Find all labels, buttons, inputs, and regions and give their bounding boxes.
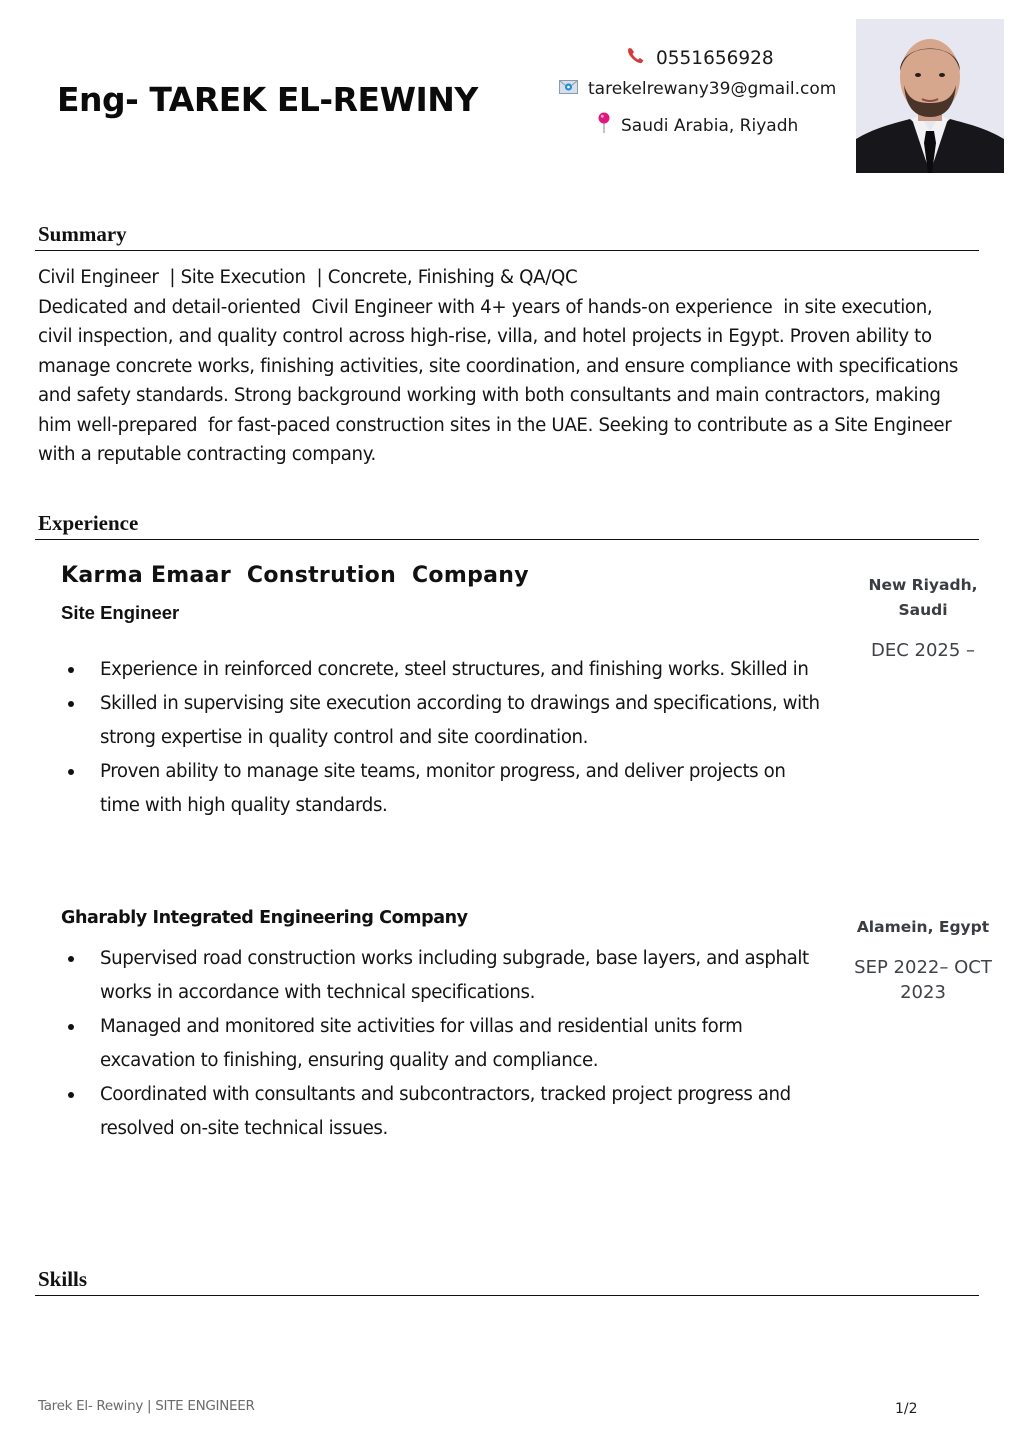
bullet-icon xyxy=(68,667,74,673)
job-dates: SEP 2022– OCT 2023 xyxy=(854,957,992,1003)
job-meta xyxy=(853,915,993,1005)
job-bullets xyxy=(60,942,820,1146)
email-address[interactable]: tarekelrewany39@gmail.com xyxy=(588,79,837,99)
job-location: Alamein, Egypt xyxy=(856,918,990,936)
bullet-text: Managed and monitored site activities for villas and residential units form excavation to finishing, ensuring quality and compliance. xyxy=(100,1016,743,1071)
section-divider xyxy=(35,1295,979,1296)
profile-photo xyxy=(856,19,1004,173)
bullet-icon xyxy=(68,1024,74,1030)
section-title-summary: Summary xyxy=(38,222,127,246)
envelope-icon xyxy=(559,79,578,99)
contact-phone xyxy=(626,46,774,71)
bullet-item xyxy=(60,755,820,823)
phone-icon xyxy=(626,46,646,71)
bullet-icon xyxy=(68,956,74,962)
map-pin-icon xyxy=(597,112,611,139)
section-title-skills: Skills xyxy=(38,1267,88,1291)
bullet-text: Experience in reinforced concrete, steel structures, and finishing works. Skilled in xyxy=(100,659,809,680)
job-bullets xyxy=(60,653,820,823)
bullet-icon xyxy=(68,701,74,707)
job-dates: DEC 2025 – xyxy=(870,640,976,661)
candidate-name: Eng- TAREK EL-REWINY xyxy=(57,80,478,119)
bullet-text: Supervised road construction works including subgrade, base layers, and asphalt works in accordance with technical specifications. xyxy=(100,948,809,1003)
section-divider xyxy=(35,250,979,251)
bullet-item xyxy=(60,1078,820,1146)
bullet-text: Proven ability to manage site teams, monitor progress, and deliver projects on time with high quality standards. xyxy=(100,761,786,816)
bullet-item xyxy=(60,1010,820,1078)
section-divider xyxy=(35,539,979,540)
section-title-experience: Experience xyxy=(38,511,139,535)
summary-tagline: Civil Engineer | Site Execution | Concrete, Finishing & QA/QC xyxy=(38,267,578,288)
bullet-icon xyxy=(68,769,74,775)
job-location: New Riyadh, Saudi xyxy=(868,576,978,619)
job-company: Karma Emaar Constrution Company xyxy=(61,563,529,588)
contact-location xyxy=(597,112,798,139)
job-company: Gharably Integrated Engineering Company xyxy=(61,908,468,928)
phone-number[interactable]: 0551656928 xyxy=(656,48,774,69)
summary-body: Dedicated and detail-oriented Civil Engineer with 4+ years of hands-on experience in site execution, civil inspection, and quality control across high-rise, villa, and hotel projects in Egypt. Proven ability to manage concrete works, finishing activities, site coordination, and ensure compliance with specifications and safety standards. Strong background working with both consultants and main contractors, making him well-prepared for fast-paced construction sites in the UAE. Seeking to contribute as a Site Engineer with a reputable contracting company. xyxy=(38,296,964,465)
summary-block xyxy=(38,263,968,470)
bullet-text: Coordinated with consultants and subcontractors, tracked project progress and resolved on-site technical issues. xyxy=(100,1084,791,1139)
bullet-icon xyxy=(68,1092,74,1098)
bullet-text: Skilled in supervising site execution according to drawings and specifications, with strong expertise in quality control and site coordination. xyxy=(100,693,820,748)
job-meta xyxy=(853,573,993,663)
bullet-item xyxy=(60,942,820,1010)
job-role: Site Engineer xyxy=(61,602,180,623)
footer-text: Tarek El- Rewiny | SITE ENGINEER xyxy=(38,1398,255,1414)
contact-email xyxy=(559,79,836,99)
page-number: 1/2 xyxy=(895,1401,918,1417)
bullet-item xyxy=(60,653,820,687)
bullet-item xyxy=(60,687,820,755)
location-text: Saudi Arabia, Riyadh xyxy=(621,115,799,136)
